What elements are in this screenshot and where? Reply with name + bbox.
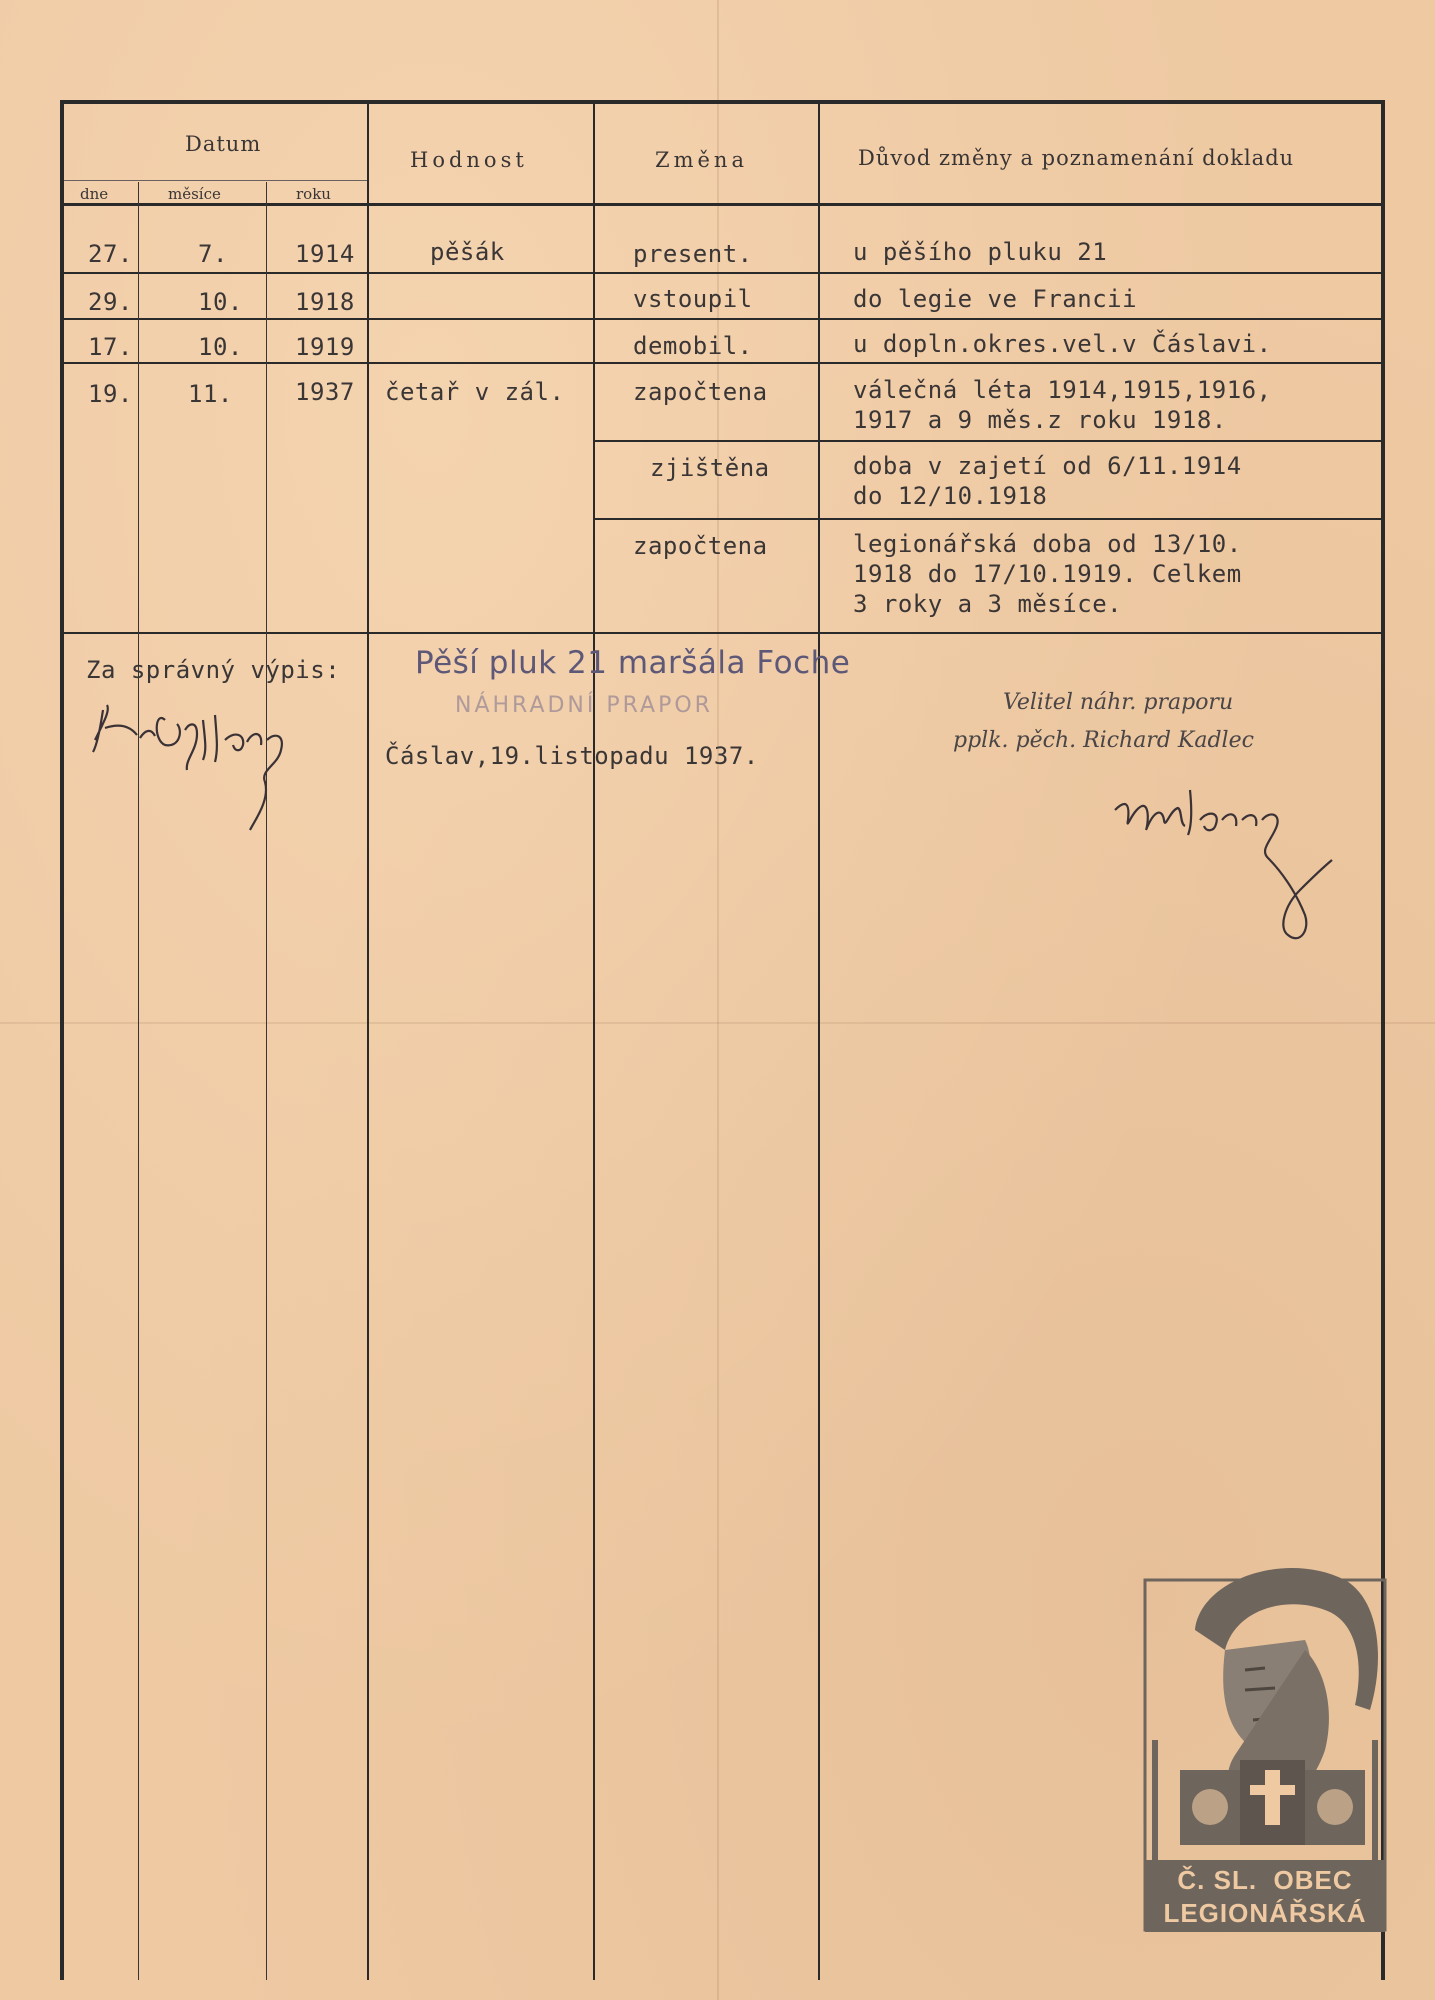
row6-zmena: započtena	[633, 532, 768, 560]
row4-zmena: započtena	[633, 378, 768, 406]
commander-name: pplk. pěch. Richard Kadlec	[953, 728, 1254, 753]
row4-duvod-line2: 1917 a 9 měs.z roku 1918.	[853, 406, 1227, 434]
place-date: Čáslav,19.listopadu 1937.	[385, 742, 759, 770]
row1-zmena: present.	[633, 240, 753, 268]
row1-dne: 27.	[88, 240, 133, 268]
row4-hodnost: četař v zál.	[385, 378, 565, 406]
row1-roku: 1914	[295, 240, 355, 268]
row3-zmena: demobil.	[633, 332, 753, 360]
row5-zmena: zjištěna	[650, 454, 770, 482]
header-zmena: Změna	[655, 148, 748, 172]
row2-dne: 29.	[88, 288, 133, 316]
unit-stamp-line1: Pěší pluk 21 maršála Foche	[415, 645, 851, 681]
row5-duvod-line1: doba v zajetí od 6/11.1914	[853, 452, 1242, 480]
header-duvod: Důvod změny a poznamenání dokladu	[858, 146, 1295, 170]
header-mesice: měsíce	[168, 185, 221, 203]
col-rule-zmena	[818, 104, 820, 1980]
col-rule-mesice	[266, 182, 267, 1980]
row-rule-4	[595, 440, 1381, 442]
header-bottom-rule	[60, 203, 1385, 206]
unit-stamp-line2: NÁHRADNÍ PRAPOR	[455, 693, 713, 718]
commander-title: Velitel náhr. praporu	[1003, 690, 1234, 715]
row3-roku: 1919	[295, 333, 355, 361]
row-rule-1	[64, 272, 1381, 274]
row4-duvod-line1: válečná léta 1914,1915,1916,	[853, 376, 1272, 404]
row4-dne: 19.	[88, 380, 133, 408]
row4-roku: 1937	[295, 378, 355, 406]
header-hodnost: Hodnost	[410, 148, 528, 172]
col-rule-roku	[367, 104, 369, 1980]
header-roku: roku	[296, 185, 331, 203]
row5-duvod-line2: do 12/10.1918	[853, 482, 1048, 510]
commander-signature	[1110, 780, 1380, 960]
emblem-text-line1: Č. SL. OBEC	[1177, 1865, 1353, 1895]
za-spravny-vypis: Za správný výpis:	[86, 656, 341, 684]
legion-emblem	[1125, 1540, 1395, 1960]
row1-hodnost: pěšák	[430, 238, 505, 266]
row-rule-2	[64, 318, 1381, 320]
row3-mesice: 10.	[198, 333, 243, 361]
soldier-helmet-emblem-icon	[1125, 1540, 1395, 1960]
row2-zmena: vstoupil	[633, 285, 753, 313]
row6-duvod-line2: 1918 do 17/10.1919. Celkem	[853, 560, 1242, 588]
row6-duvod-line3: 3 roky a 3 měsíce.	[853, 590, 1123, 618]
clerk-signature	[85, 690, 355, 840]
row1-duvod: u pěšího pluku 21	[853, 238, 1108, 266]
datum-subheader-rule	[64, 180, 368, 181]
row-rule-3	[64, 362, 1381, 364]
row2-mesice: 10.	[198, 288, 243, 316]
row3-dne: 17.	[88, 333, 133, 361]
col-rule-dne	[138, 182, 139, 1980]
row6-duvod-line1: legionářská doba od 13/10.	[853, 530, 1242, 558]
row2-roku: 1918	[295, 288, 355, 316]
row1-mesice: 7.	[198, 240, 228, 268]
row3-duvod: u dopln.okres.vel.v Čáslavi.	[853, 330, 1272, 358]
col-rule-hodnost	[593, 104, 595, 1980]
header-dne: dne	[80, 185, 109, 203]
row-rule-5	[595, 518, 1381, 520]
header-datum: Datum	[185, 132, 262, 156]
emblem-text-line2: LEGIONÁŘSKÁ	[1163, 1898, 1367, 1928]
table-body-bottom-rule	[64, 632, 1381, 634]
row2-duvod: do legie ve Francii	[853, 285, 1138, 313]
row4-mesice: 11.	[188, 380, 233, 408]
